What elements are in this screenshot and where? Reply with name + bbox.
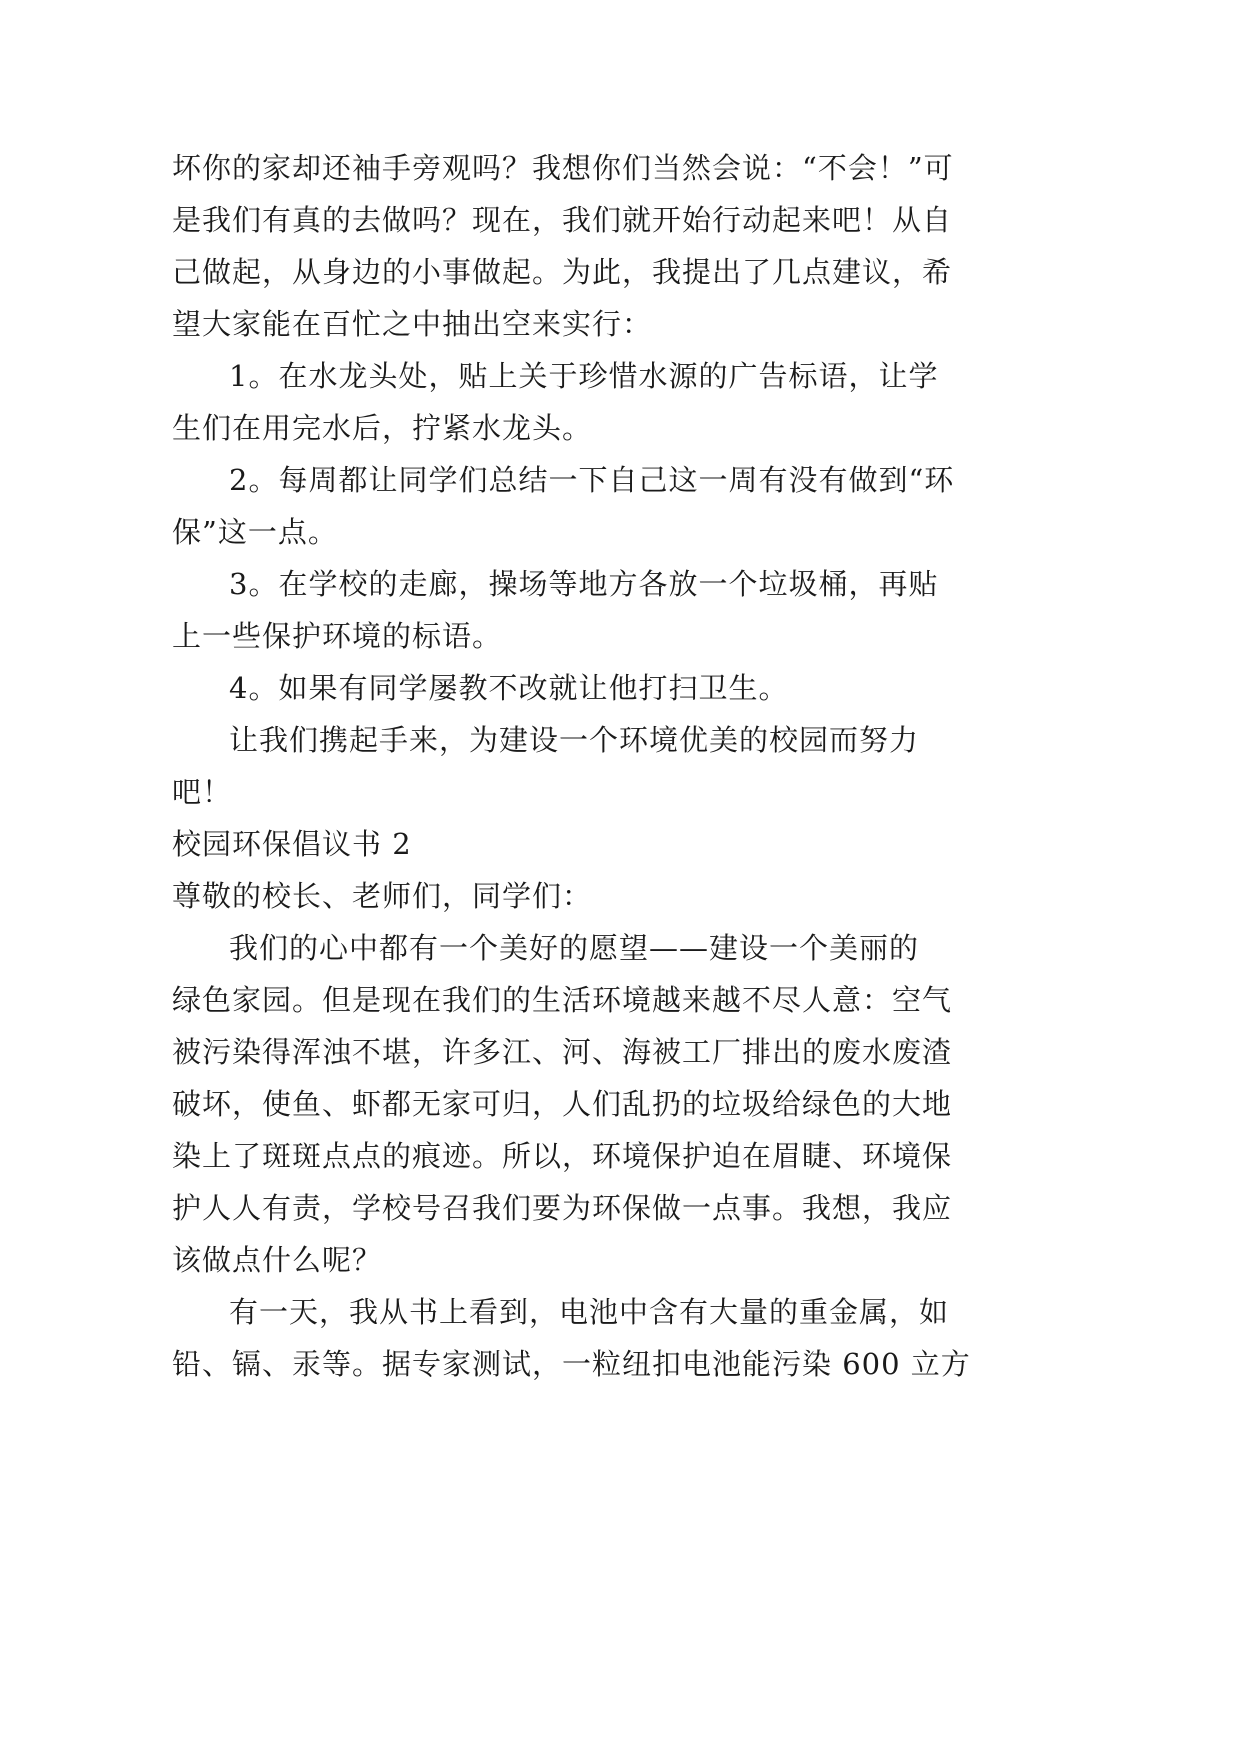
- salutation: 尊敬的校长、老师们，同学们：: [172, 879, 593, 913]
- closing-line: 吧！: [172, 775, 233, 809]
- suggestion-2-line: 2。每周都让同学们总结一下自己这一周有没有做到“环: [229, 463, 955, 497]
- suggestion-1-line: 1。在水龙头处，贴上关于珍惜水源的广告标语，让学: [229, 359, 939, 393]
- paragraph-line: 望大家能在百忙之中抽出空来实行：: [172, 307, 653, 341]
- paragraph-line: 绿色家园。但是现在我们的生活环境越来越不尽人意：空气: [172, 983, 953, 1017]
- paragraph-line: 己做起，从身边的小事做起。为此，我提出了几点建议，希: [172, 255, 953, 289]
- paragraph-line: 护人人有责，学校号召我们要为环保做一点事。我想，我应: [172, 1191, 953, 1225]
- suggestion-2-line: 保”这一点。: [172, 515, 338, 549]
- paragraph-line: 坏你的家却还袖手旁观吗？我想你们当然会说：“不会！”可: [172, 151, 954, 185]
- suggestion-4-line: 4。如果有同学屡教不改就让他打扫卫生。: [229, 671, 789, 705]
- closing-line: 让我们携起手来，为建设一个环境优美的校园而努力: [229, 723, 920, 757]
- suggestion-3-line: 3。在学校的走廊，操场等地方各放一个垃圾桶，再贴: [229, 567, 939, 601]
- paragraph-line: 破坏，使鱼、虾都无家可归，人们乱扔的垃圾给绿色的大地: [172, 1087, 953, 1121]
- paragraph-line: 铅、镉、汞等。据专家测试，一粒纽扣电池能污染 600 立方: [172, 1347, 971, 1381]
- paragraph-line: 被污染得浑浊不堪，许多江、河、海被工厂排出的废水废渣: [172, 1035, 953, 1069]
- paragraph-line: 该做点什么呢？: [172, 1243, 383, 1277]
- paragraph-line: 我们的心中都有一个美好的愿望——建设一个美丽的: [229, 931, 920, 965]
- section-title: 校园环保倡议书 2: [172, 827, 412, 861]
- paragraph-line: 有一天，我从书上看到，电池中含有大量的重金属，如: [229, 1295, 950, 1329]
- suggestion-3-line: 上一些保护环境的标语。: [172, 619, 503, 653]
- suggestion-1-line: 生们在用完水后，拧紧水龙头。: [172, 411, 593, 445]
- paragraph-line: 染上了斑斑点点的痕迹。所以，环境保护迫在眉睫、环境保: [172, 1139, 953, 1173]
- paragraph-line: 是我们有真的去做吗？现在，我们就开始行动起来吧！从自: [172, 203, 953, 237]
